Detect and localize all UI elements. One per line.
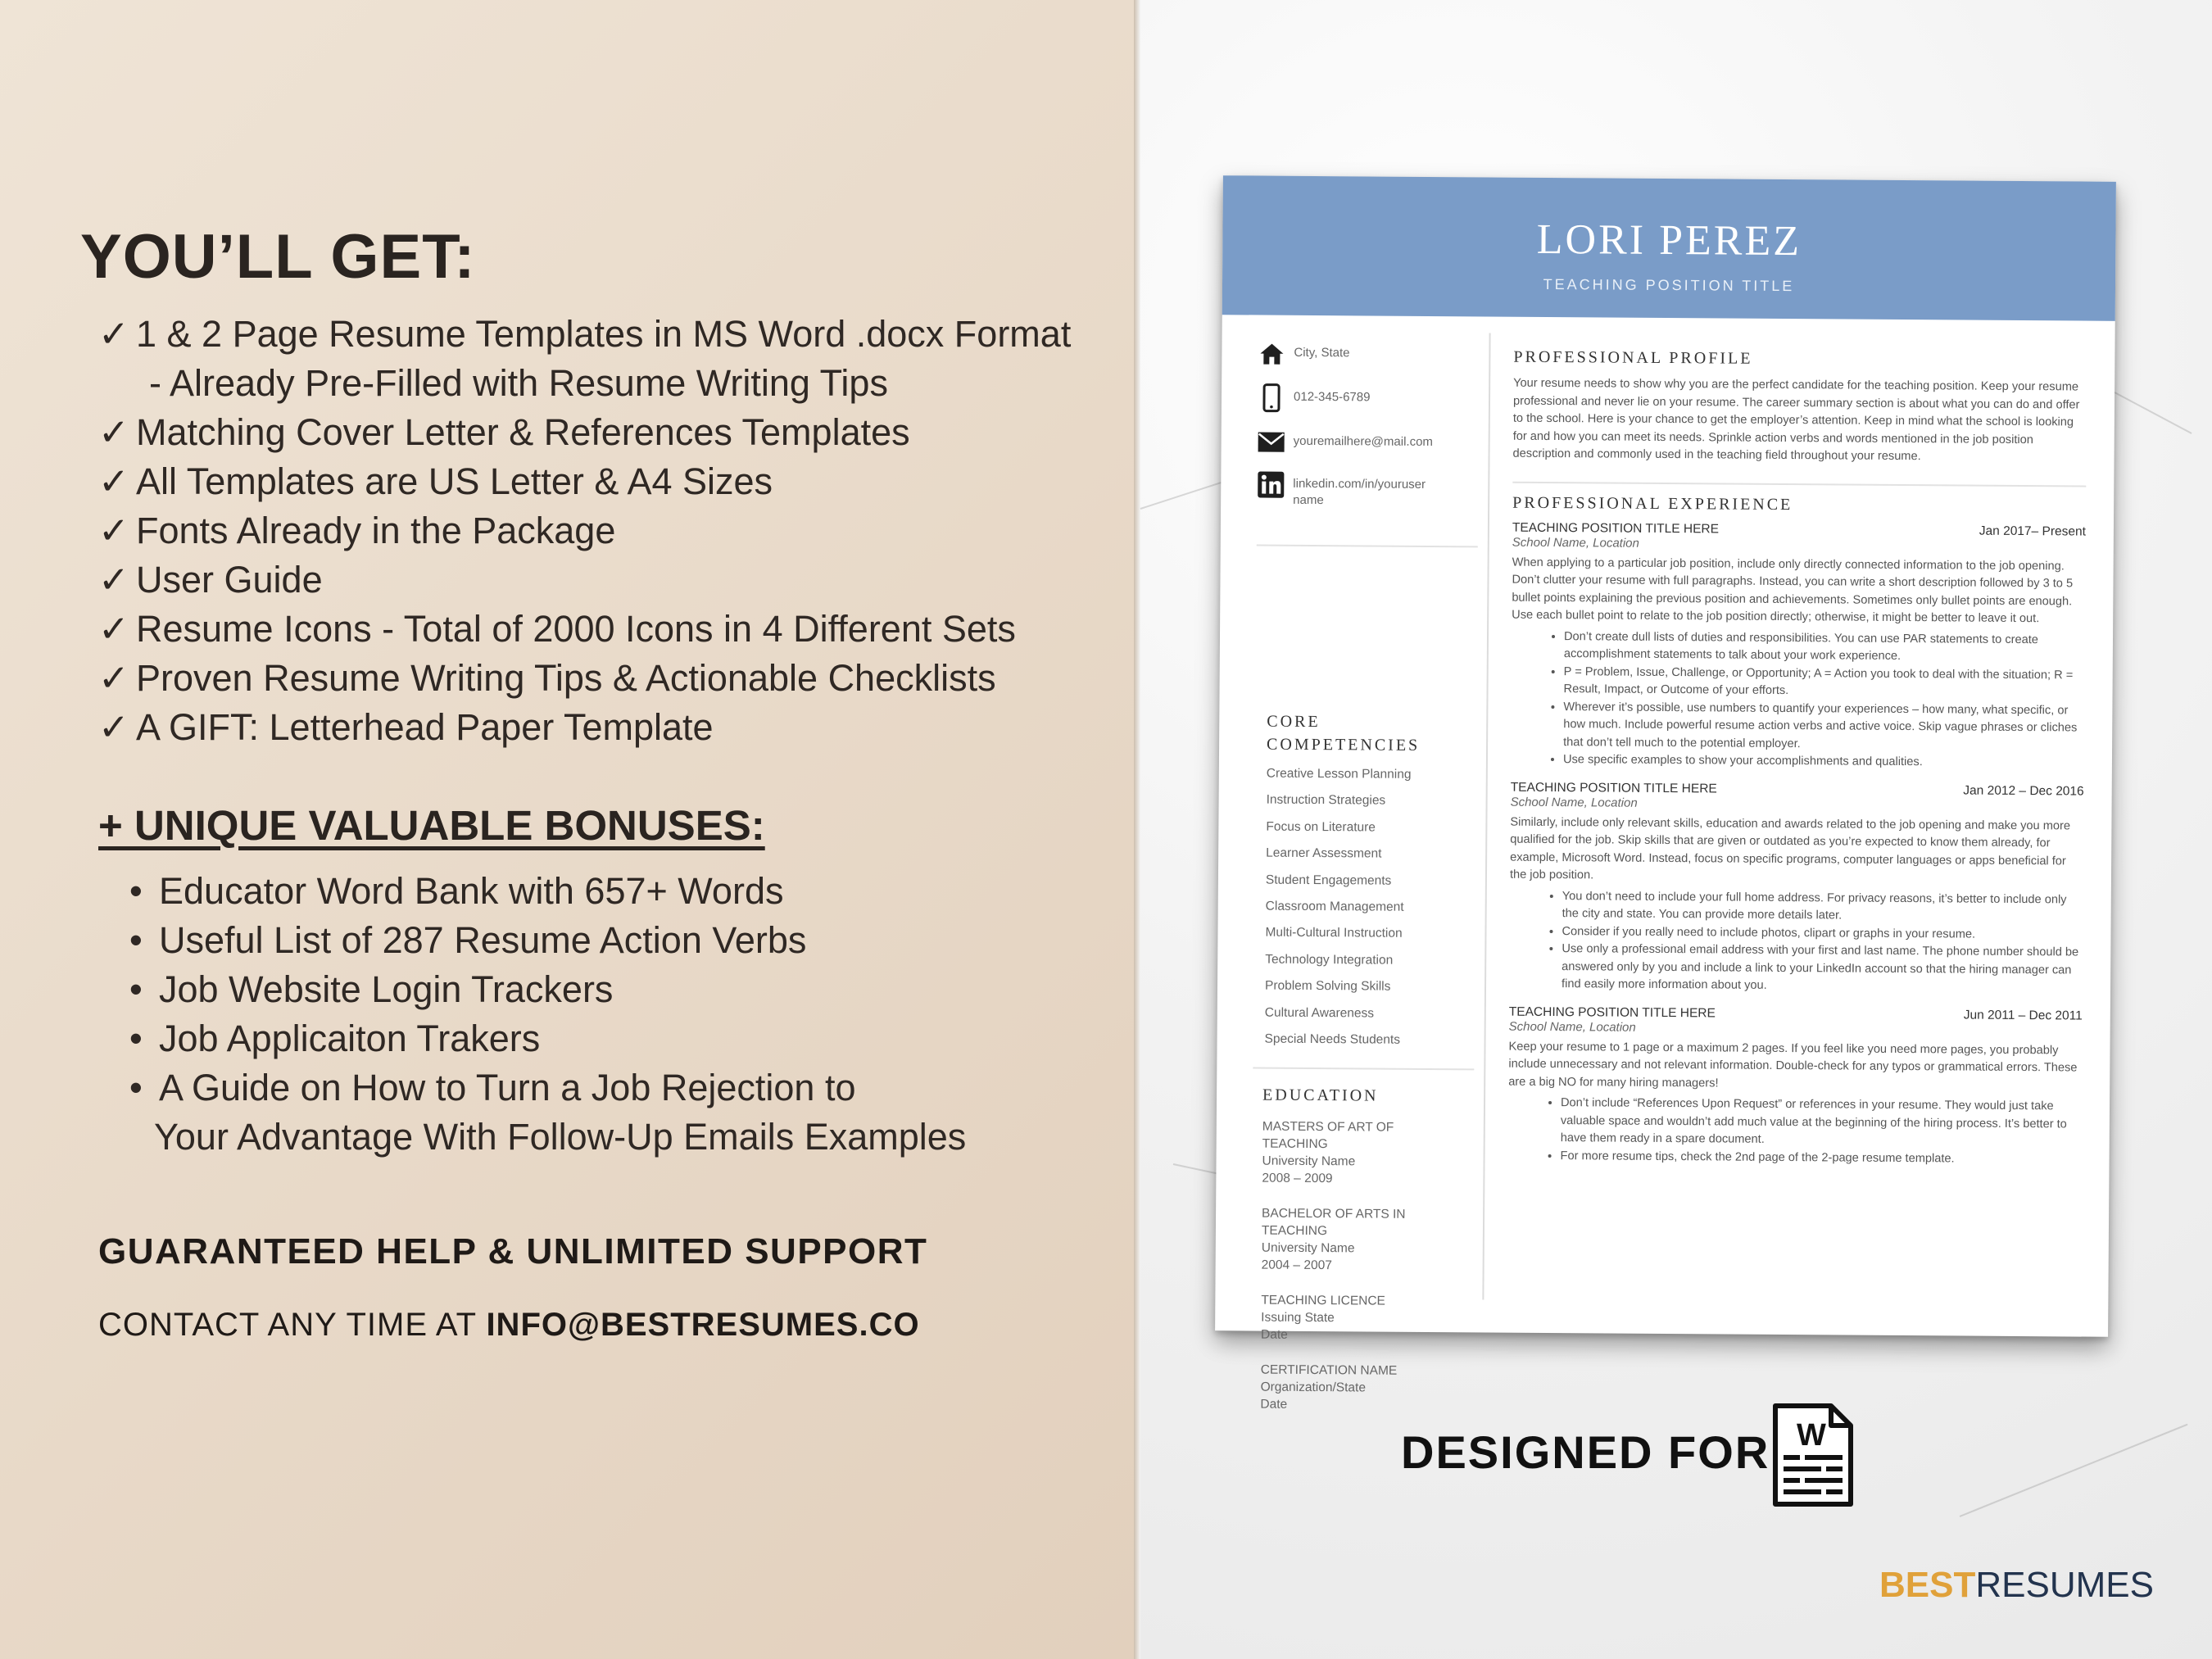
linkedin-icon [1257, 471, 1285, 499]
job-entry [1509, 780, 2084, 997]
competency-item: Student Engagements [1265, 873, 1392, 888]
profile-heading: PROFESSIONAL PROFILE [1513, 347, 1753, 368]
contact-phone: 012-345-6789 [1258, 384, 1457, 414]
bullet-icon: • [129, 1018, 143, 1059]
job-entry [1511, 520, 2086, 773]
bonus-item: • Job Website Login Trackers [129, 965, 966, 1014]
job-bullet: • Use specific examples to show your accomplishments and qualities. [1563, 751, 2084, 773]
section-rule [1512, 481, 2086, 487]
checklist-item: ✓ Resume Icons - Total of 2000 Icons in 4 Different Sets [98, 605, 1071, 654]
education-heading: EDUCATION [1262, 1086, 1379, 1105]
job-school: School Name, Location [1508, 1019, 1636, 1035]
competency-item: Learner Assessment [1266, 845, 1382, 861]
profile-text: Your resume needs to show why you are the perfect candidate for the teaching position. Keep your resume professional and never lie on your resume. The career summary section is about what you can do and offer to the school. Here is your chance to get the employer’s attention. Keep in mind what the school is looking for and how you can meet its needs. Sprinkle action verbs and words mentioned in the job position description and commonly used in the teaching field throughout your resume. [1512, 376, 2080, 464]
contact-email[interactable]: INFO@BESTRESUMES.CO [486, 1307, 920, 1343]
job-bullets [1508, 1095, 2083, 1169]
check-icon: ✓ [98, 706, 129, 748]
bonus-item-continuation: Your Advantage With Follow-Up Emails Examples [154, 1116, 967, 1158]
mail-icon [1258, 428, 1285, 456]
checklist [98, 310, 1071, 752]
education-item: MASTERS OF ART OF TEACHING University Name 2008 – 2009 [1262, 1119, 1394, 1186]
checklist-item: ✓ 1 & 2 Page Resume Templates in MS Word .docx Format [98, 310, 1071, 359]
resume-main [1508, 346, 2087, 1169]
bonus-list [129, 867, 966, 1162]
education-item: TEACHING LICENCE Issuing State Date [1260, 1293, 1386, 1342]
checklist-item: ✓ Fonts Already in the Package [98, 506, 1071, 555]
bonus-item: • Useful List of 287 Resume Action Verbs [129, 916, 966, 965]
check-icon: ✓ [98, 460, 129, 502]
resume-header [1222, 175, 2116, 321]
competencies-list [1264, 761, 1411, 1054]
marble-vein [1960, 1424, 2188, 1517]
resume-name: LORI PEREZ [1536, 215, 1802, 265]
phone-icon [1258, 384, 1285, 412]
contact-email: youremailhere@mail.com [1258, 428, 1457, 458]
job-title: TEACHING POSITION TITLE HERE [1508, 1004, 1716, 1020]
checklist-item: ✓ User Guide [98, 555, 1071, 605]
bonus-item: • Job Applicaiton Trakers [129, 1014, 966, 1063]
column-divider [1482, 333, 1490, 1299]
job-description: Similarly, include only relevant skills, education and awards related to the job opening and make you more qualified for the job. Skip skills that are given or outdated as you’re expected to know them already, for example, Microsoft Word. Instead, focus on specific programs, computer languages or apps beneficial for the job position. [1509, 815, 2071, 882]
check-icon: ✓ [98, 608, 129, 650]
competency-item: Special Needs Students [1264, 1031, 1401, 1047]
checklist-item: ✓ All Templates are US Letter & A4 Sizes [98, 457, 1071, 506]
bullet-icon: • [129, 870, 143, 912]
bullet-icon: • [129, 968, 143, 1010]
job-school: School Name, Location [1510, 795, 1638, 810]
education-list [1260, 1118, 1459, 1433]
bonus-item: • A Guide on How to Turn a Job Rejection to [129, 1063, 966, 1113]
brand-logo: BESTRESUMES [1879, 1565, 2154, 1605]
bonus-heading: + UNIQUE VALUABLE BONUSES: [98, 802, 765, 849]
page-title: YOU’LL GET: [80, 222, 476, 292]
job-description: Keep your resume to 1 page or a maximum 2 pages. If you feel like you need more pages, you probably include unnecessary and not relevant information. Double-check for any typos or grammatical errors. These are a big NO for many hiring managers! [1508, 1040, 2078, 1090]
job-entry [1508, 1004, 2083, 1168]
job-dates: Jun 2011 – Dec 2011 [1963, 1008, 2083, 1023]
sidebar-rule [1257, 545, 1478, 548]
bonus-item: • Educator Word Bank with 657+ Words [129, 867, 966, 916]
contact-linkedin: linkedin.com/in/youruser name [1257, 471, 1457, 510]
competency-item: Cultural Awareness [1264, 1005, 1375, 1021]
check-icon: ✓ [98, 411, 129, 453]
job-title: TEACHING POSITION TITLE HERE [1512, 520, 1720, 536]
check-icon: ✓ [98, 313, 129, 355]
word-icon-letter: W [1797, 1418, 1826, 1453]
bullet-icon: • [129, 1067, 143, 1108]
job-bullet: • You don’t need to include your full home address. For privacy reasons, it’s better to include only the city and state. You can provide more details later. [1562, 888, 2083, 927]
bullet-icon: • [129, 919, 143, 961]
job-bullet: • Wherever it’s possible, use numbers to quantify your experiences – how many, what specific, or how much. Include powerful resume action verbs and active voice. Skip vague phrases or cliches that don’t tell much to the potential employer. [1563, 699, 2084, 755]
job-bullet: • P = Problem, Issue, Challenge, or Opportunity; A = Action you took to deal with the situation; R = Result, Impact, or Outcome of your efforts. [1563, 664, 2084, 702]
sidebar-rule [1253, 1067, 1474, 1070]
job-bullet: • Don’t include “References Upon Request” or references in your resume. They would just take valuable space and wouldn’t add much value at the beginning of the hiring process. It’s better to have them ready in a spare document. [1561, 1095, 2082, 1151]
job-bullets [1511, 628, 2085, 773]
check-icon: ✓ [98, 657, 129, 699]
experience-heading: PROFESSIONAL EXPERIENCE [1512, 493, 1793, 514]
job-description: When applying to a particular job position, include only directly connected information to the job opening. Don’t clutter your resume with full paragraphs. Instead, you can write a short description followed by 3 to 5 bullet points explaining the previous position and achievements. Sometimes only bullet points are enough. Use each bullet point to relate to the job position directly; otherwise, it might be better to leave it out. [1512, 555, 2074, 626]
competency-item: Focus on Literature [1266, 819, 1376, 835]
job-bullet: • Don’t create dull lists of duties and responsibilities. You can use PAR statements to create accomplishment statements to talk about your work experience. [1564, 628, 2085, 667]
job-title: TEACHING POSITION TITLE HERE [1510, 780, 1717, 796]
resume-preview [1215, 175, 2116, 1412]
contact-line: CONTACT ANY TIME AT INFO@BESTRESUMES.CO [98, 1307, 920, 1343]
job-school: School Name, Location [1512, 535, 1639, 551]
check-icon: ✓ [98, 510, 129, 551]
resume-role: TEACHING POSITION TITLE [1543, 275, 1795, 295]
home-icon [1258, 340, 1285, 368]
competency-item: Technology Integration [1265, 952, 1394, 968]
designed-for-label: DESIGNED FOR [1401, 1426, 1770, 1478]
checklist-item-continuation: - Already Pre-Filled with Resume Writing Tips [149, 362, 888, 404]
checklist-item: ✓ A GIFT: Letterhead Paper Template [98, 703, 1071, 752]
word-document-icon [1772, 1403, 1854, 1507]
contact-address: City, State [1258, 340, 1457, 369]
panel-divider [1134, 0, 1140, 1659]
checklist-item: ✓ Matching Cover Letter & References Templates [98, 408, 1071, 457]
job-dates: Jan 2012 – Dec 2016 [1963, 783, 2084, 799]
competencies-section [1267, 710, 1463, 758]
competencies-heading: CORE COMPETENCIES [1267, 712, 1421, 755]
competency-item: Multi-Cultural Instruction [1265, 926, 1403, 941]
competency-item: Problem Solving Skills [1264, 978, 1391, 994]
competency-item: Classroom Management [1265, 899, 1404, 914]
resume-sidebar [1258, 340, 1471, 1412]
education-item: BACHELOR OF ARTS IN TEACHING University Name 2004 – 2007 [1261, 1206, 1406, 1273]
support-guarantee: GUARANTEED HELP & UNLIMITED SUPPORT [98, 1231, 928, 1271]
checklist-item: ✓ Proven Resume Writing Tips & Actionable Checklists [98, 654, 1071, 703]
job-bullets [1509, 887, 2083, 997]
job-dates: Jan 2017– Present [1979, 524, 2086, 539]
check-icon: ✓ [98, 559, 129, 601]
education-item: CERTIFICATION NAME Organization/State Date [1260, 1362, 1398, 1412]
job-bullet: • Consider if you really need to include photos, clipart or graphs in your resume. [1562, 923, 2083, 945]
job-bullet: • For more resume tips, check the 2nd page of the 2-page resume template. [1561, 1148, 2082, 1169]
job-bullet: • Use only a professional email address with your first and last name. The phone number should be answered only by you and include a link to your LinkedIn account so that the hiring manager can find easily more information about you. [1562, 941, 2083, 997]
competency-item: Instruction Strategies [1266, 793, 1386, 809]
competency-item: Creative Lesson Planning [1266, 766, 1412, 782]
